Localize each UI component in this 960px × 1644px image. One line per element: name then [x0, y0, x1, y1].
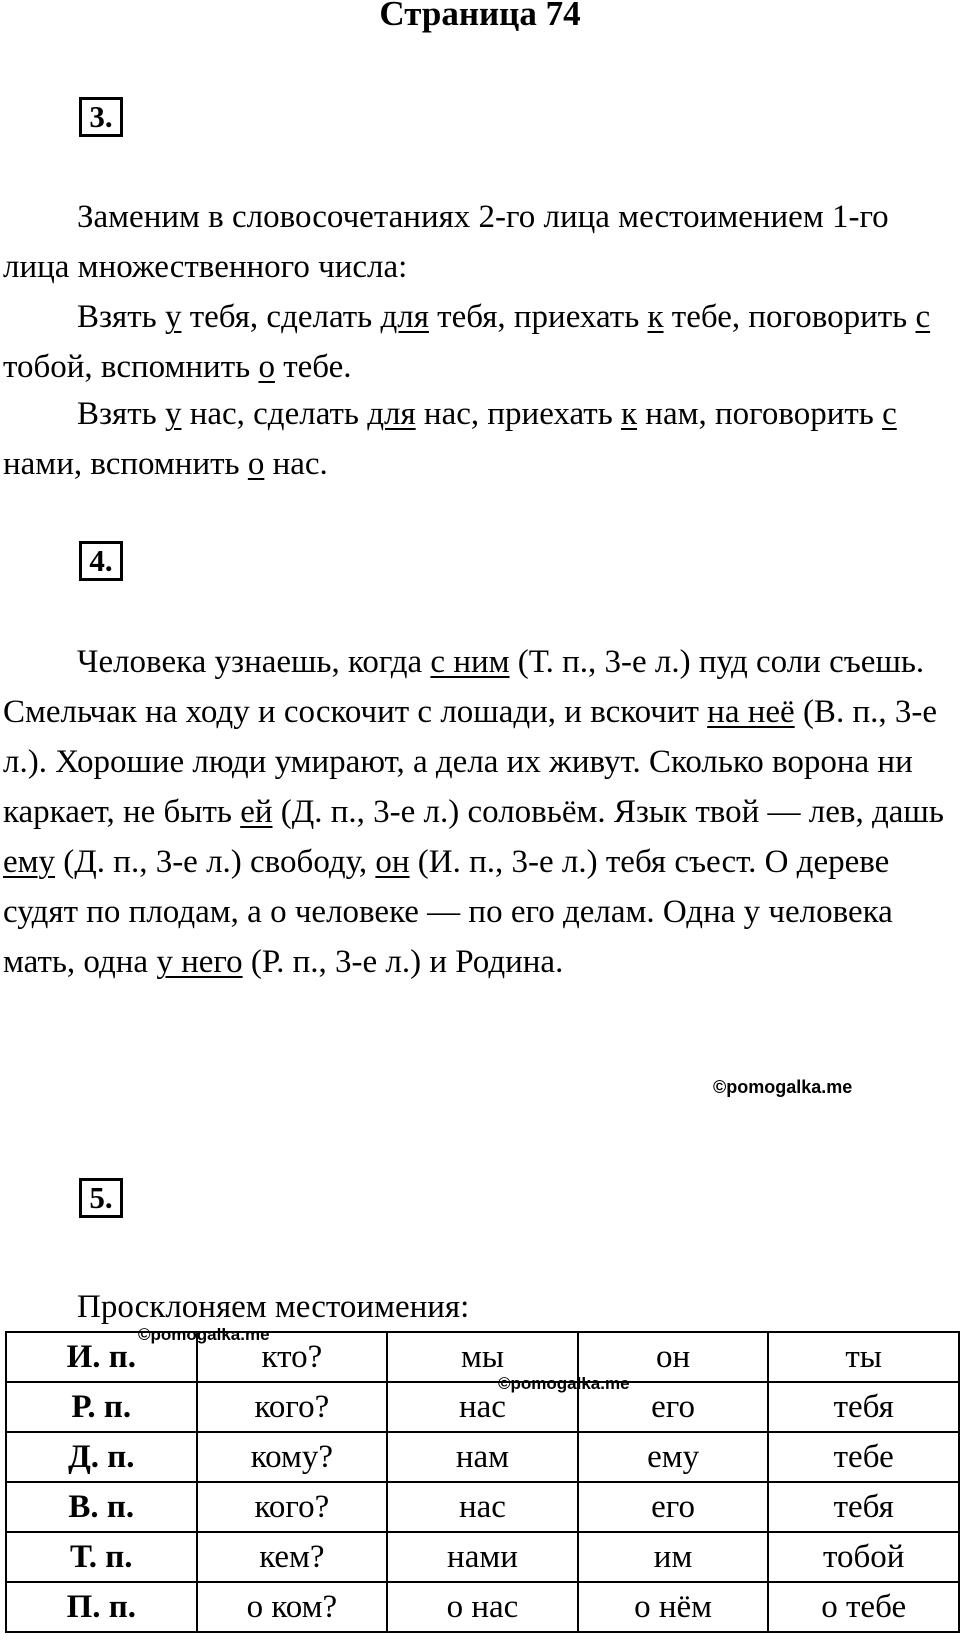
pronoun-cell: он: [578, 1332, 769, 1382]
task3-plural-text: [3, 396, 897, 482]
task3-singular-line: [3, 292, 953, 392]
case-label-cell: Д. п.: [6, 1432, 197, 1482]
pronoun-cell: нас: [387, 1482, 578, 1532]
task4-underlined: у него: [156, 944, 243, 980]
task3-plural-line: [3, 389, 953, 489]
task3-plural-run: нам, поговорить: [637, 396, 883, 432]
pronoun-cell: о нём: [578, 1582, 769, 1632]
task3-plural-run: Взять: [77, 396, 165, 432]
task4-run: (Д. п., 3-е л.) свободу,: [55, 844, 376, 880]
watermark: ©pomogalka.me: [713, 1077, 853, 1097]
task3-intro-text: Заменим в словосочетаниях 2-го лица местоимением 1-го лица множественного числа:: [3, 199, 889, 285]
table-row: [6, 1582, 959, 1632]
task3-plural-underlined: о: [247, 446, 265, 482]
pronoun-cell: ты: [768, 1332, 959, 1382]
watermark-table-center: ©pomogalka.me: [498, 1374, 630, 1393]
case-label-cell: П. п.: [6, 1582, 197, 1632]
task3-plural-underlined: с: [882, 396, 897, 432]
case-label-cell: Т. п.: [6, 1532, 197, 1582]
task3-singular-run: тебе, поговорить: [663, 299, 916, 335]
task3-singular-underlined: к: [647, 299, 664, 335]
task3-singular-run: тебя, сделать: [181, 299, 381, 335]
task3-singular-underlined: у: [164, 299, 182, 335]
pronoun-cell: его: [578, 1482, 769, 1532]
watermark-table-left: ©pomogalka.me: [138, 1325, 270, 1344]
task-number-5: 5.: [79, 1178, 123, 1218]
task3-singular-run: тебе.: [274, 349, 352, 385]
task3-singular-run: тебя, приехать: [428, 299, 648, 335]
task3-intro: [3, 192, 953, 292]
task3-plural-run: нас, сделать: [181, 396, 368, 432]
pronoun-cell: нами: [387, 1532, 578, 1582]
task-number-3: 3.: [79, 97, 123, 137]
task4-proverbs: [3, 644, 944, 980]
task3-plural-run: нас.: [264, 446, 328, 482]
task3-singular-underlined: для: [380, 299, 429, 335]
pronoun-cell: его: [578, 1382, 769, 1432]
pronoun-cell: о ком?: [197, 1582, 388, 1632]
task4-run: (И. п., 3-е л.) тебя съест. О дереве судят по плодам, а о человеке — по его делам. Одна у человека мать, одна: [3, 844, 893, 980]
case-label-cell: И. п.: [6, 1332, 197, 1382]
pronoun-cell: тобой: [768, 1532, 959, 1582]
table-row: [6, 1382, 959, 1432]
task4-run: (В. п., 3-е л.). Хорошие люди умирают, а дела их живут. Сколько ворона ни каркает, не быть: [3, 694, 937, 830]
task3-singular-text: [3, 299, 930, 385]
table-row: [6, 1532, 959, 1582]
declension-table: [5, 1331, 960, 1633]
task4-run: (Р. п., 3-е л.) и Родина.: [242, 944, 564, 980]
page-title: Страница 74: [379, 0, 581, 33]
task4-run: (Д. п., 3-е л.) соловьём. Язык твой — лев, дашь: [272, 794, 944, 830]
pronoun-cell: о нас: [387, 1582, 578, 1632]
case-label-cell: В. п.: [6, 1482, 197, 1532]
task3-plural-run: нами, вспомнить: [3, 446, 248, 482]
task5-intro-text: Просклоняем местоимения:: [77, 1289, 470, 1325]
task4-underlined: ему: [3, 844, 56, 880]
task4-run: Человека узнаешь, когда: [77, 644, 431, 680]
pronoun-cell: мы: [387, 1332, 578, 1382]
pronoun-cell: кому?: [197, 1432, 388, 1482]
task3-singular-run: Взять: [77, 299, 165, 335]
table-row: [6, 1482, 959, 1532]
pronoun-cell: нас: [387, 1382, 578, 1432]
pronoun-cell: им: [578, 1532, 769, 1582]
task3-plural-run: нас, приехать: [415, 396, 621, 432]
case-label-cell: Р. п.: [6, 1382, 197, 1432]
task-number-4: 4.: [79, 541, 123, 581]
task3-singular-underlined: о: [258, 349, 275, 385]
task3-singular-run: тобой, вспомнить: [3, 349, 259, 385]
task4-underlined: он: [375, 844, 410, 880]
task3-plural-underlined: для: [367, 396, 416, 432]
task3-singular-underlined: с: [915, 299, 931, 335]
pronoun-cell: кто?: [197, 1332, 388, 1382]
pronoun-cell: тебе: [768, 1432, 959, 1482]
pronoun-cell: ему: [578, 1432, 769, 1482]
pronoun-cell: кем?: [197, 1532, 388, 1582]
task4-text: [3, 637, 953, 987]
pronoun-cell: о тебе: [768, 1582, 959, 1632]
pronoun-cell: нам: [387, 1432, 578, 1482]
table-row: [6, 1432, 959, 1482]
task3-plural-underlined: у: [164, 396, 182, 432]
task3-plural-underlined: к: [621, 396, 638, 432]
task4-underlined: на неё: [707, 694, 795, 730]
pronoun-cell: тебя: [768, 1382, 959, 1432]
task4-run: (Т. п., 3-е л.) пуд соли съешь. Смельчак на ходу и соскочит с лошади, и вскочит: [3, 644, 925, 730]
pronoun-cell: кого?: [197, 1482, 388, 1532]
pronoun-cell: кого?: [197, 1382, 388, 1432]
task4-underlined: с ним: [430, 644, 510, 680]
pronoun-cell: тебя: [768, 1482, 959, 1532]
task4-underlined: ей: [240, 794, 273, 830]
